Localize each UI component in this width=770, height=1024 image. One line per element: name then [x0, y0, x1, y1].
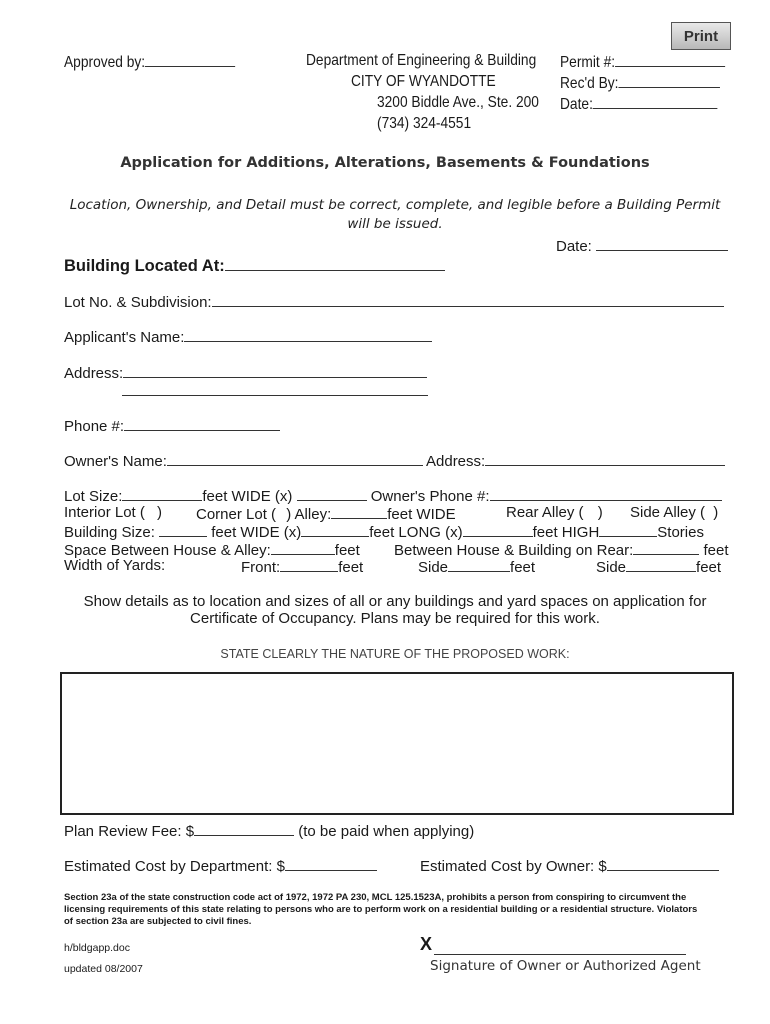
- permit-field[interactable]: [560, 52, 725, 72]
- between-house-building-label: Between House & Building on Rear:: [394, 542, 634, 559]
- lot-size-label: Lot Size:: [64, 488, 123, 505]
- recd-by-label: Rec'd By:: [560, 75, 619, 92]
- building-located-line: [225, 254, 445, 271]
- header-date-line: [593, 94, 718, 109]
- approved-by-label: Approved by:: [64, 54, 146, 71]
- plan-review-fee-note: (to be paid when applying): [298, 823, 475, 840]
- interior-lot-label: Interior Lot (: [64, 504, 145, 521]
- building-height-unit: feet HIGH: [532, 524, 600, 541]
- updated-date: updated 08/2007: [64, 963, 143, 975]
- plan-review-fee-line: [194, 821, 294, 836]
- lot-line: [212, 292, 724, 307]
- alley-unit: feet WIDE: [387, 506, 456, 523]
- front-yard-unit: feet: [338, 559, 364, 576]
- stories-line: [599, 522, 657, 537]
- print-button[interactable]: Print: [671, 22, 731, 50]
- est-cost-dept-line: [285, 856, 377, 871]
- front-yard-label: Front:: [241, 559, 281, 576]
- dept-phone: (734) 324-4551: [377, 115, 472, 132]
- owners-phone-line: [490, 486, 722, 501]
- corner-lot-label: Corner Lot (: [196, 506, 277, 523]
- date-label: Date:: [556, 238, 592, 255]
- lot-size-row[interactable]: [64, 486, 722, 505]
- city-name: CITY OF WYANDOTTE: [351, 73, 496, 90]
- phone-line: [124, 416, 280, 431]
- owners-phone-label: Owner's Phone #:: [370, 488, 490, 505]
- legal-line-1: Section 23a of the state construction code act of 1972, 1972 PA 230, MCL 125.1523A, prohibits a person from conspiring to circumvent the: [64, 892, 687, 903]
- address-field[interactable]: [64, 363, 427, 382]
- interior-lot-field[interactable]: [64, 504, 162, 521]
- side-yard-1-field[interactable]: [418, 557, 535, 576]
- lot-size-line: [122, 486, 202, 501]
- alley-label: ) Alley:: [286, 506, 332, 523]
- show-details-line-2: Certificate of Occupancy. Plans may be required for this work.: [190, 610, 600, 627]
- owner-name-line: [167, 451, 423, 466]
- date-field[interactable]: [556, 236, 728, 255]
- building-height-line: [463, 522, 533, 537]
- signature-x-mark: X: [420, 934, 433, 954]
- rear-alley-label: Rear Alley (: [506, 504, 584, 521]
- building-size-row[interactable]: [64, 522, 704, 541]
- state-clearly-heading: STATE CLEARLY THE NATURE OF THE PROPOSED WORK:: [220, 647, 570, 661]
- side-yard-1-label: Side: [418, 559, 449, 576]
- address-line-1: [123, 363, 427, 378]
- notice-line-2: will be issued.: [347, 216, 443, 232]
- plan-review-fee-label: Plan Review Fee: $: [64, 823, 195, 840]
- space-house-alley-unit: feet: [334, 542, 360, 559]
- interior-lot-close: ): [157, 504, 163, 521]
- side-yard-2-unit: feet: [696, 559, 722, 576]
- phone-field[interactable]: [64, 416, 280, 435]
- permit-label: Permit #:: [560, 54, 616, 71]
- building-width-line: [159, 522, 207, 537]
- address-label: Address:: [64, 365, 124, 382]
- front-yard-field[interactable]: [241, 557, 363, 576]
- legal-line-2: licensing requirements of this state relating to persons who are to perform work on a residential building or a residential structure. Violators: [64, 904, 698, 915]
- building-located-label: Building Located At:: [64, 257, 225, 275]
- file-name: h/bldgapp.doc: [64, 942, 130, 954]
- space-house-alley-label: Space Between House & Alley:: [64, 542, 271, 559]
- est-cost-owner-field[interactable]: [420, 856, 719, 875]
- applicant-label: Applicant's Name:: [64, 329, 185, 346]
- side-yard-2-line: [626, 557, 696, 572]
- phone-label: Phone #:: [64, 418, 125, 435]
- owner-address-field[interactable]: [426, 451, 725, 470]
- side-yard-2-label: Side: [596, 559, 627, 576]
- between-house-building-unit: feet: [703, 542, 729, 559]
- side-yard-1-unit: feet: [510, 559, 536, 576]
- width-of-yards-label: Width of Yards:: [64, 557, 166, 574]
- lot-label: Lot No. & Subdivision:: [64, 294, 212, 311]
- est-cost-dept-label: Estimated Cost by Department: $: [64, 858, 285, 875]
- recd-by-line: [618, 73, 719, 88]
- est-cost-owner-label: Estimated Cost by Owner: $: [420, 858, 607, 875]
- proposed-work-textbox[interactable]: [60, 672, 734, 815]
- lot-field[interactable]: [64, 292, 724, 311]
- rear-alley-close: ): [597, 504, 603, 521]
- side-alley-close: ): [713, 504, 719, 521]
- side-alley-field[interactable]: [630, 504, 718, 521]
- permit-line: [615, 52, 725, 67]
- between-house-building-line: [633, 540, 699, 555]
- header-date-field[interactable]: [560, 94, 718, 114]
- owner-name-label: Owner's Name:: [64, 453, 167, 470]
- date-line: [596, 236, 728, 251]
- applicant-line: [184, 327, 432, 342]
- recd-by-field[interactable]: [560, 73, 720, 93]
- owner-address-line: [485, 451, 725, 466]
- show-details-line-1: Show details as to location and sizes of all or any buildings and yard spaces on application for: [83, 593, 707, 610]
- owner-address-label: Address:: [426, 453, 486, 470]
- space-house-alley-line: [271, 540, 335, 555]
- side-alley-label: Side Alley (: [630, 504, 706, 521]
- address-line-2[interactable]: [122, 381, 428, 396]
- approved-by-line: [145, 52, 235, 67]
- plan-review-fee-field[interactable]: [64, 821, 474, 840]
- front-yard-line: [280, 557, 338, 572]
- alley-line: [331, 504, 387, 519]
- building-length-unit: feet LONG (x): [369, 524, 463, 541]
- owner-name-field[interactable]: [64, 451, 423, 470]
- rear-alley-field[interactable]: [506, 504, 603, 521]
- building-size-label: Building Size:: [64, 524, 155, 541]
- stories-label: Stories: [657, 524, 704, 541]
- corner-lot-field[interactable]: [196, 504, 456, 523]
- building-width-unit: feet WIDE (x): [211, 524, 302, 541]
- legal-line-3: of section 23a are subjected to civil fines.: [64, 916, 252, 927]
- signature-label: Signature of Owner or Authorized Agent: [430, 958, 701, 974]
- signature-line[interactable]: [434, 954, 686, 955]
- est-cost-dept-field[interactable]: [64, 856, 377, 875]
- lot-size-unit: feet WIDE (x): [202, 488, 293, 505]
- notice-line-1: Location, Ownership, and Detail must be correct, complete, and legible before a Building Permit: [69, 197, 721, 213]
- building-length-line: [301, 522, 369, 537]
- building-located-field[interactable]: [64, 254, 445, 276]
- side-yard-2-field[interactable]: [596, 557, 721, 576]
- header-date-label: Date:: [560, 96, 593, 113]
- dept-address: 3200 Biddle Ave., Ste. 200: [377, 94, 539, 111]
- lot-size-length-line: [297, 486, 367, 501]
- dept-name: Department of Engineering & Building: [306, 52, 537, 69]
- side-yard-1-line: [448, 557, 510, 572]
- form-title: Application for Additions, Alterations, Basements & Foundations: [120, 155, 650, 171]
- est-cost-owner-line: [607, 856, 719, 871]
- applicant-field[interactable]: [64, 327, 432, 346]
- approved-by-field[interactable]: [64, 52, 235, 72]
